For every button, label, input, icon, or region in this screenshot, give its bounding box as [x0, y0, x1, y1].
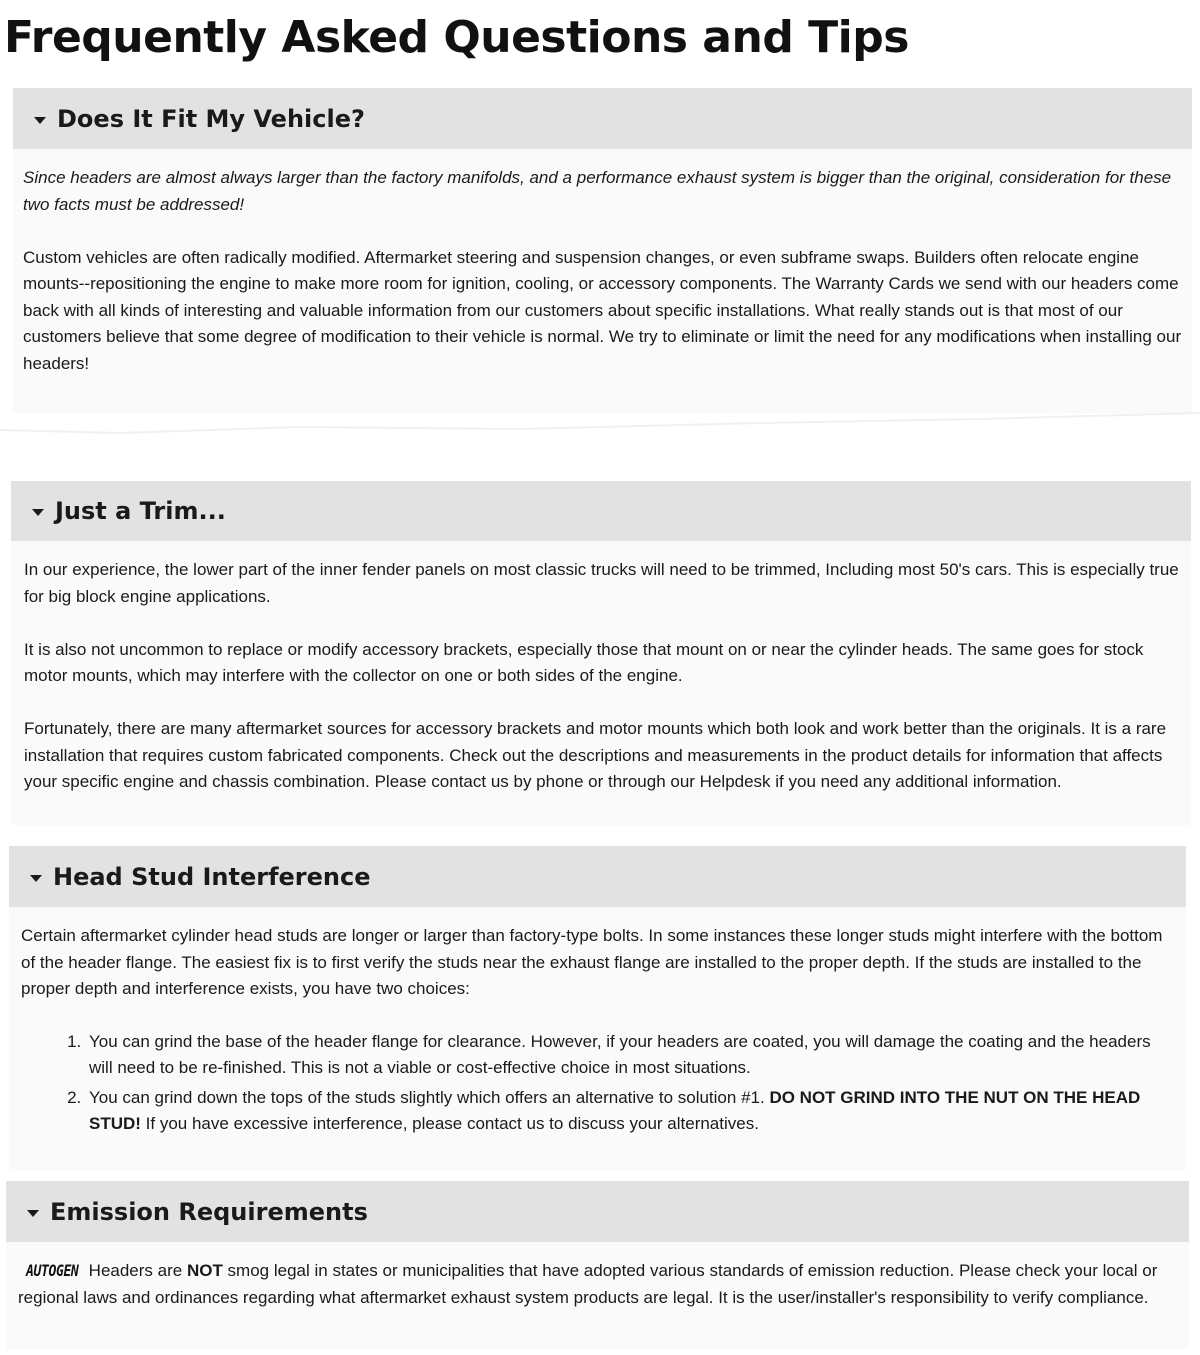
page-title: Frequently Asked Questions and Tips — [4, 12, 909, 63]
list-item-text: You can grind down the tops of the studs slightly which offers an alternative to solution #1. — [89, 1087, 770, 1107]
faq-body-fit — [13, 149, 1192, 377]
faq-heading: Emission Requirements — [50, 1197, 368, 1226]
body-paragraph: Fortunately, there are many aftermarket sources for accessory brackets and motor mounts which both look and work better than the originals. It is a rare installation that requires custom fabricated components. Check out the descriptions and measurements in the product details for information that affects your specific engine and chassis combination. Please contact us by phone or through our Helpdesk if you need any additional information. — [24, 719, 1167, 791]
faq-body-trim — [11, 541, 1191, 796]
faq-section-trim — [11, 481, 1191, 825]
faq-section-emission — [6, 1181, 1189, 1349]
faq-body-emission — [6, 1242, 1189, 1311]
faq-heading: Head Stud Interference — [53, 862, 371, 891]
faq-section-fit — [13, 88, 1192, 413]
choices-list — [21, 1029, 1176, 1138]
intro-text: Since headers are almost always larger than the factory manifolds, and a performance exhaust system is bigger than the original, consideration for these two facts must be addressed! — [23, 168, 1172, 214]
body-paragraph: It is also not uncommon to replace or modify accessory brackets, especially those that mount on or near the cylinder heads. The same goes for stock motor mounts, which may interfere with the collector on one or both sides of the engine. — [24, 639, 1144, 685]
body-paragraph: In our experience, the lower part of the inner fender panels on most classic trucks will need to be trimmed, Including most 50's cars. This is especially true for big block engine applications. — [24, 560, 1179, 606]
faq-heading: Does It Fit My Vehicle? — [57, 104, 365, 133]
list-item-text: You can grind the base of the header flange for clearance. However, if your headers are coated, you will damage the coating and the headers will need to be re-finished. This is not a viable or cost-effective choice in most situations. — [89, 1031, 1151, 1077]
faq-heading: Just a Trim... — [55, 497, 226, 525]
list-item-text: If you have excessive interference, please contact us to discuss your alternatives. — [140, 1114, 759, 1133]
caret-down-icon — [34, 117, 46, 124]
list-item — [86, 1029, 1176, 1082]
body-paragraph: Custom vehicles are often radically modified. Aftermarket steering and suspension changes, or even subframe swaps. Builders often relocate engine mounts--repositioning the engine to make more room for ignition, cooling, or accessory components. The Warranty Cards we send with our headers come back with all kinds of interesting and valuable information from our customers about specific installations. What really stands out is that most of our customers believe that some degree of modification to their vehicle is normal. We try to eliminate or limit the need for any modifications when installing our headers! — [23, 247, 1182, 373]
faq-section-head-stud — [9, 846, 1186, 1171]
warning-text: DO NOT GRIND INTO THE NUT ON THE HEAD STUD! — [89, 1087, 1141, 1133]
body-paragraph: Certain aftermarket cylinder head studs are longer or larger than factory-type bolts. In some instances these longer studs might interfere with the bottom of the header flange. The easiest fix is to first verify the studs near the exhaust flange are installed to the proper depth. If the studs are installed to the proper depth and interference exists, you have two choices: — [21, 926, 1163, 998]
emphasis-text: NOT — [186, 1261, 223, 1280]
autogen-logo: AUTOGEN — [26, 1261, 79, 1280]
list-item — [86, 1085, 1176, 1138]
faq-header-trim[interactable] — [11, 481, 1191, 541]
caret-down-icon — [32, 509, 44, 516]
body-paragraph — [18, 1258, 1179, 1311]
faq-header-head-stud[interactable] — [9, 846, 1186, 907]
body-text: smog legal in states or municipalities that have adopted various standards of emission reduction. Please check your local or regional laws and ordinances regarding what aftermarket exhaust system products are legal. It is the user/installer's responsibility to verify compliance. — [18, 1261, 1158, 1307]
caret-down-icon — [30, 875, 42, 882]
caret-down-icon — [27, 1210, 39, 1217]
faq-header-emission[interactable] — [6, 1181, 1189, 1242]
body-text: Headers are — [83, 1261, 187, 1280]
faq-header-fit[interactable] — [13, 88, 1192, 149]
torn-edge-divider — [0, 405, 1200, 475]
faq-body-head-stud — [9, 907, 1186, 1138]
